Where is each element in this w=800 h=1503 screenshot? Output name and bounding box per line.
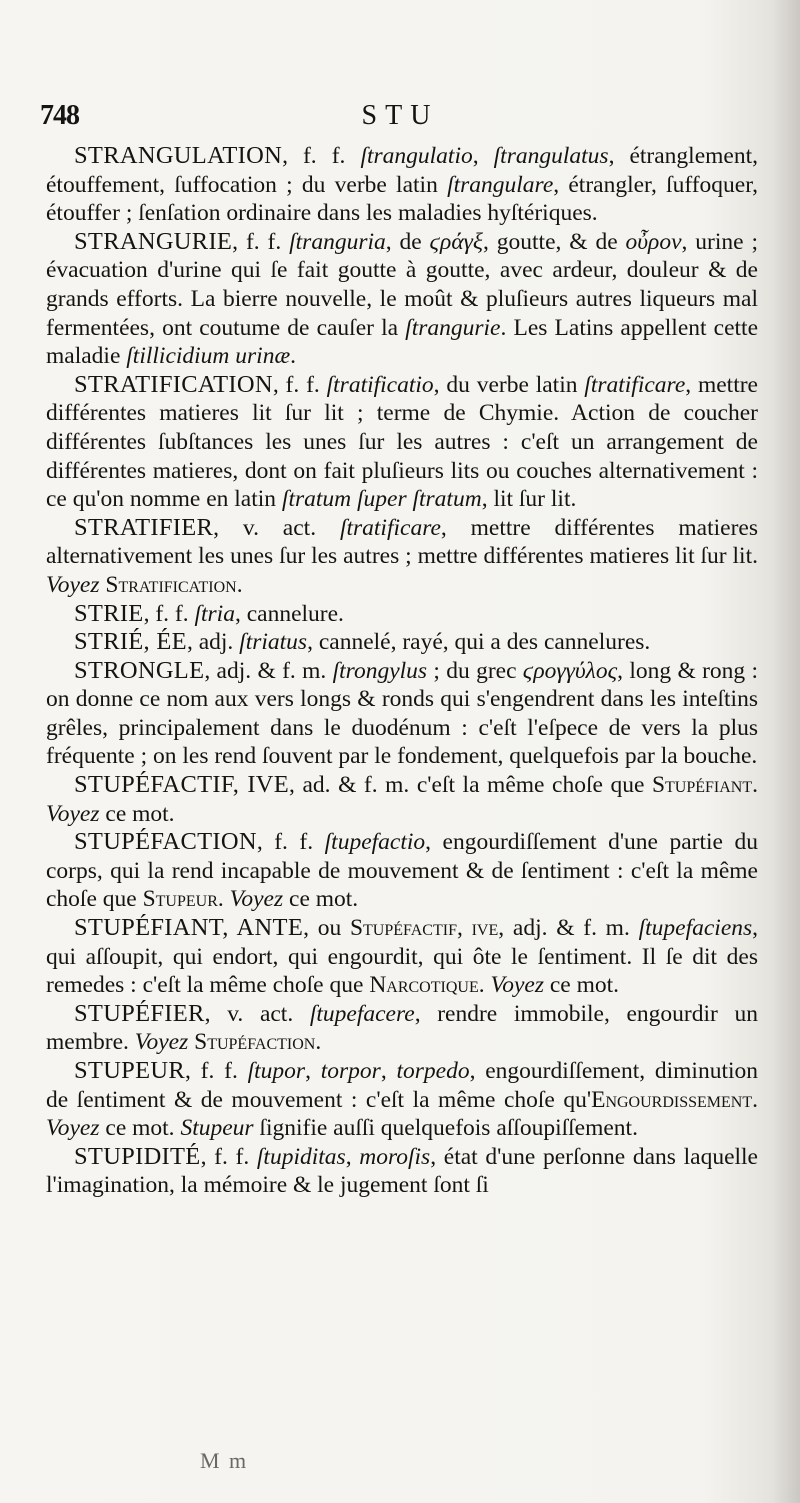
- entry-text: .: [236, 571, 243, 598]
- entry-text: , urine ; évacuation d'urine qui ſe fait goutte à goutte, avec ardeur, douleur & de grands efforts. La bierre nouvelle, le moût & pluſieurs autres liqueurs mal fermentées, ont coutume de cauſer la: [46, 228, 758, 341]
- dictionary-entry: [46, 657, 758, 771]
- entry-text: , de: [385, 228, 430, 255]
- italic-text: ſtriatus: [239, 629, 308, 656]
- italic-text: ſtrongylus: [332, 657, 428, 684]
- entry-headword: STRATIFIER: [74, 513, 214, 541]
- entry-text: , f. f.: [143, 600, 195, 627]
- entry-text: , engourdiſſement, diminution de ſentiment & de mouvement : c'eſt la même choſe qu': [46, 1058, 759, 1113]
- italic-text: οὖρον: [625, 228, 682, 255]
- italic-text: ſtupefacere: [309, 1000, 415, 1027]
- dictionary-entry: [46, 1143, 758, 1200]
- signature-mark: M m: [200, 1448, 249, 1473]
- italic-text: ϛρογγύλος: [522, 657, 618, 684]
- cross-reference: Narcotique: [369, 972, 479, 999]
- entry-headword: STRIE: [74, 599, 144, 627]
- entry-text: .: [217, 886, 230, 913]
- entry-text: , v. act.: [213, 514, 340, 541]
- entry-headword: STUPIDITÉ: [74, 1142, 201, 1170]
- dictionary-entry: [46, 371, 758, 514]
- entry-text: , lit ſur lit.: [481, 486, 577, 513]
- entry-headword: STUPÉFIER: [74, 999, 205, 1027]
- entry-text: .: [290, 343, 296, 370]
- entry-text: ce mot.: [283, 886, 359, 913]
- entry-headword: STRANGURIE: [74, 227, 233, 255]
- entry-text: , f. f.: [282, 143, 361, 169]
- entry-text: .: [752, 772, 758, 799]
- italic-text: Voyez: [46, 571, 100, 598]
- italic-text: ſtillicidium urinæ: [126, 343, 291, 370]
- cross-reference: Stratification: [105, 571, 237, 598]
- entry-text: . Les Latins appellent cette maladie: [46, 314, 758, 370]
- entry-text: .: [478, 972, 491, 999]
- entry-text: , qui aſſoupit, qui endort, qui engourdit, qui ôte le ſentiment. Il ſe dit des remedes : c'eſt la même choſe que: [46, 915, 759, 999]
- entry-headword: STUPEUR: [74, 1057, 186, 1084]
- entry-text: , étranglement, étouffement, ſuffocation ; du verbe latin: [46, 143, 759, 198]
- entry-headword: STRIÉ, ÉE: [74, 628, 187, 656]
- entry-text: .: [752, 1086, 758, 1113]
- italic-text: ſtratificare: [584, 371, 686, 398]
- italic-text: ſtupor: [247, 1058, 306, 1084]
- entry-text: , mettre différentes matieres alternativement les unes ſur les autres ; mettre différentes matieres lit ſur lit.: [46, 514, 758, 570]
- entry-text: , engourdiſſement d'une partie du corps, qui la rend incapable de mouvement & de ſentiment : c'eſt la même choſe que: [46, 829, 758, 913]
- italic-text: ϛράγξ: [429, 228, 483, 255]
- dictionary-entries: [46, 142, 758, 1200]
- italic-text: Voyez: [134, 1029, 189, 1056]
- entry-text: , état d'une perſonne dans laquelle l'imagination, la mémoire & le jugement ſont ſi: [46, 1143, 758, 1199]
- dictionary-entry: [46, 1000, 758, 1057]
- italic-text: ſtranguria: [289, 228, 386, 255]
- entry-text: ,: [345, 1143, 360, 1170]
- entry-text: ce mot.: [99, 1115, 181, 1142]
- italic-text: Stupeur: [180, 1115, 254, 1142]
- entry-text: , cannelure.: [234, 600, 344, 627]
- dictionary-entry: [46, 628, 758, 657]
- entry-headword: STRONGLE: [74, 656, 205, 684]
- entry-text: , f. f.: [256, 829, 325, 856]
- dictionary-entry: [46, 828, 758, 914]
- italic-text: torpedo: [396, 1058, 470, 1084]
- entry-text: , rendre immobile, engourdir un membre.: [46, 1000, 758, 1056]
- entry-text: ,: [305, 1058, 321, 1084]
- italic-text: Voyez: [46, 800, 100, 827]
- cross-reference: Stupéfiant: [651, 772, 753, 799]
- page-edge-shadow: [772, 0, 800, 1503]
- running-head: STU: [361, 100, 439, 131]
- italic-text: moroſis: [359, 1143, 431, 1170]
- cross-reference: Stupeur: [142, 886, 218, 913]
- entry-text: , adj.: [186, 629, 240, 656]
- italic-text: ſtratificare: [339, 514, 441, 541]
- italic-text: ſtupefaciens: [638, 915, 753, 942]
- dictionary-entry: [46, 1057, 758, 1143]
- entry-text: ,: [380, 1058, 397, 1084]
- entry-text: , f. f.: [185, 1058, 248, 1084]
- italic-text: ſtratificatio: [326, 371, 434, 398]
- dictionary-entry: [46, 600, 758, 629]
- italic-text: torpor: [320, 1058, 381, 1084]
- entry-text: , f. f.: [272, 371, 327, 398]
- entry-text: ce mot.: [544, 972, 620, 999]
- italic-text: ſtupefactio: [324, 829, 426, 856]
- italic-text: ſtrangulare: [447, 171, 554, 198]
- entry-text: , f. f.: [232, 228, 290, 255]
- italic-text: ſtupiditas: [256, 1143, 346, 1170]
- italic-text: ſtrangulatus: [493, 143, 609, 169]
- entry-text: , ad. & f. m. c'eſt la même choſe que: [289, 772, 652, 799]
- entry-headword: STRATIFICATION: [74, 370, 273, 398]
- dictionary-entry: [46, 228, 758, 371]
- entry-text: ſignifie auſſi quelquefois aſſoupiſſement.: [253, 1115, 638, 1142]
- entry-text: .: [315, 1029, 322, 1056]
- cross-reference: Stupéfactif, ive: [349, 915, 499, 942]
- italic-text: ſtratum ſuper ſtratum: [281, 486, 482, 513]
- entry-text: , du verbe latin: [433, 371, 585, 398]
- dictionary-entry: [46, 514, 758, 600]
- entry-text: ce mot.: [99, 800, 175, 827]
- dictionary-entry: [46, 771, 758, 828]
- entry-text: , ou: [303, 915, 350, 942]
- italic-text: ſtrangulatio: [360, 143, 473, 169]
- dictionary-entry: [46, 914, 758, 1000]
- entry-headword: STUPÉFIANT, ANTE: [74, 914, 304, 942]
- entry-text: , cannelé, rayé, qui a des cannelures.: [307, 629, 651, 656]
- entry-text: , adj. & f. m.: [204, 657, 333, 684]
- italic-text: Voyez: [490, 972, 544, 999]
- cross-reference: Engourdissement: [591, 1086, 753, 1113]
- entry-text: , adj. & f. m.: [498, 915, 639, 942]
- entry-headword: STUPÉFACTIF, IVE: [74, 771, 290, 799]
- italic-text: ſtria: [194, 600, 235, 627]
- dictionary-entry: [46, 142, 758, 228]
- entry-text: , v. act.: [204, 1000, 310, 1027]
- entry-text: , f. f.: [200, 1143, 257, 1170]
- entry-headword: STUPÉFACTION: [74, 828, 257, 856]
- italic-text: Voyez: [46, 1115, 100, 1142]
- italic-text: ſtrangurie: [405, 314, 501, 341]
- entry-text: ; du grec: [427, 657, 523, 684]
- entry-headword: STRANGULATION: [74, 142, 283, 169]
- entry-text: , goutte, & de: [483, 228, 626, 255]
- entry-text: , mettre différentes matieres lit ſur lit ; terme de Chymie. Action de coucher différentes ſubſtances les unes ſur les autres : c'eſt un arrangement de différentes matieres, dont on fait pluſieurs lits ou couches alternativement : ce qu'on nomme en latin: [46, 371, 758, 513]
- page-header: [40, 100, 760, 136]
- entry-text: , long & rong : on donne ce nom aux vers longs & ronds qui s'engendrent dans les inteſtins grêles, principalement dans le duodénum : c'eſt l'eſpece de vers la plus fréquente ; on les rend ſouvent par le fondement, quelquefois par la bouche.: [46, 657, 759, 770]
- cross-reference: Stupéfaction: [194, 1029, 316, 1056]
- italic-text: Voyez: [229, 886, 284, 913]
- entry-text: , étrangler, ſuffoquer, étouffer ; ſenſation ordinaire dans les maladies hyſtériques.: [46, 171, 758, 227]
- page-number: 748: [40, 100, 79, 131]
- entry-text: ,: [472, 143, 494, 169]
